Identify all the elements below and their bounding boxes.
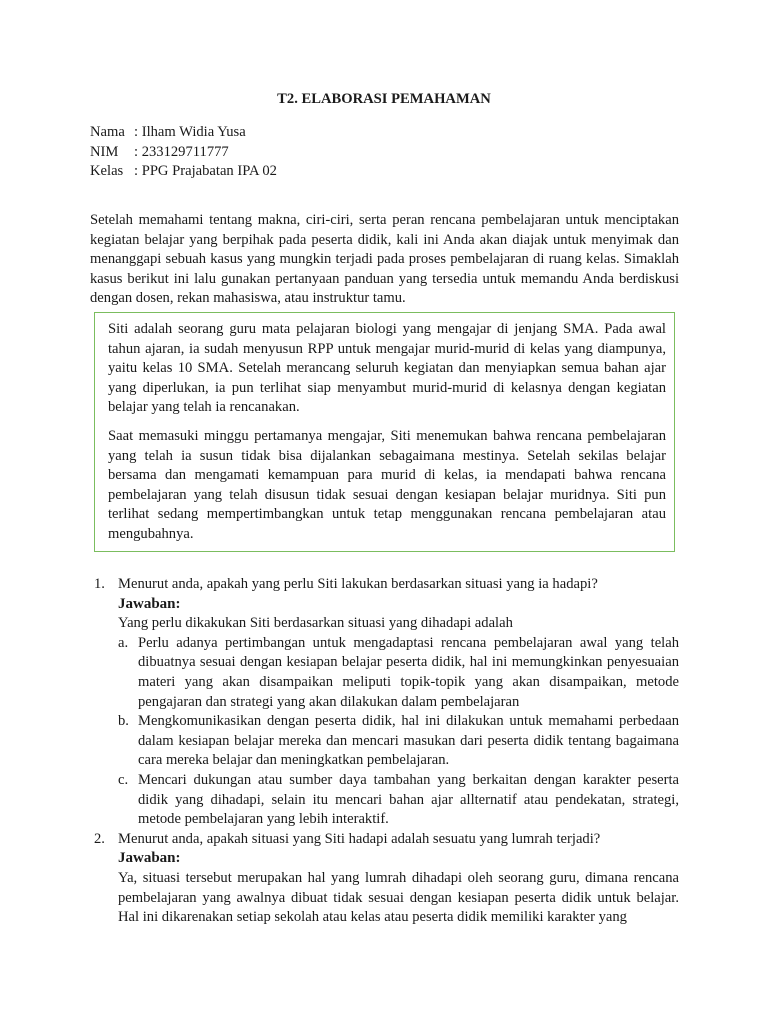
answer-label: Jawaban: xyxy=(118,595,181,612)
question-number: 2. xyxy=(94,830,105,847)
identity-row-class xyxy=(90,162,277,182)
question-list xyxy=(0,575,768,928)
case-study-box xyxy=(94,312,675,552)
question-item-2 xyxy=(0,830,679,928)
identity-value: : 233129711777 xyxy=(134,143,229,160)
question-text: Menurut anda, apakah situasi yang Siti hadapi adalah sesuatu yang lumrah terjadi? xyxy=(118,830,601,847)
option-text: Mengkomunikasikan dengan peserta didik, hal ini dilakukan untuk memahami perbedaan dalam kesiapan belajar mereka dan mencari masukan dari peserta didik tentang bagaimana cara mereka belajar dan meningkatkan pembelajaran. xyxy=(138,713,679,769)
option-letter: c. xyxy=(118,771,129,788)
identity-block xyxy=(90,123,277,182)
identity-value: : PPG Prajabatan IPA 02 xyxy=(134,163,277,180)
identity-label: NIM xyxy=(90,143,119,160)
intro-paragraph: Setelah memahami tentang makna, ciri-ciri, serta peran rencana pembelajaran untuk menciptakan kegiatan belajar yang berpihak pada peserta didik, kali ini Anda akan diajak untuk menyimak dan menanggapi sebuah kasus yang mungkin terjadi pada proses pembelajaran di ruang kelas. Simaklah kasus berikut ini lalu gunakan pertanyaan panduan yang tersedia untuk memandu Anda berdiskusi dengan dosen, rekan mahasiswa, atau instruktur tamu. xyxy=(90,212,679,307)
case-paragraph: Saat memasuki minggu pertamanya mengajar, Siti menemukan bahwa rencana pembelajaran yang telah ia susun tidak bisa dijalankan sebagaimana mestinya. Setelah sekilas belajar bersama dan mengamati kemampuan para murid di kelas, ia mendapati bahwa rencana pembelajaran yang telah disusun tidak sesuai dengan kesiapan belajar muridnya. Siti pun terlihat sedang mempertimbangkan untuk tetap menggunakan rencana pembelajaran atau mengubahnya. xyxy=(108,427,666,542)
document-title: T2. ELABORASI PEMAHAMAN xyxy=(277,91,491,107)
identity-label: Nama xyxy=(90,124,125,140)
question-text: Menurut anda, apakah yang perlu Siti lakukan berdasarkan situasi yang ia hadapi? xyxy=(118,576,598,592)
answer-label: Jawaban: xyxy=(118,850,181,867)
question-number: 1. xyxy=(94,576,105,592)
identity-row-nim xyxy=(90,143,277,163)
option-letter: a. xyxy=(118,634,129,651)
case-paragraph: Siti adalah seorang guru mata pelajaran biologi yang mengajar di jenjang SMA. Pada awal tahun ajaran, ia sudah menyusun RPP untuk mengajar murid-murid di kelas yang diampunya, yaitu kelas 10 SMA. Setelah merancang seluruh kegiatan dan menyiapkan semua bahan ajar yang diperlukan, ia pun terlihat siap menyambut murid-murid di kelasnya dengan kegiatan belajar yang telah ia rencanakan. xyxy=(108,321,666,416)
identity-value: : Ilham Widia Yusa xyxy=(134,124,246,140)
option-text: Perlu adanya pertimbangan untuk mengadaptasi rencana pembelajaran awal yang telah dibuatnya sesuai dengan kesiapan belajar peserta didik, hal ini memungkinkan penyesuaian materi yang akan disampaikan meliputi topik-topik yang akan disampaikan, metode pengajaran dan strategi yang akan dilakukan dalam pembelajaran xyxy=(138,634,679,710)
option-text: Mencari dukungan atau sumber daya tambahan yang berkaitan dengan karakter peserta didik yang dihadapi, selain itu mencari bahan ajar allternatif atau pendekatan, strategi, metode pembelajaran yang lebih interaktif. xyxy=(138,771,679,828)
question-item-1 xyxy=(0,575,679,830)
answer-option-b xyxy=(118,712,679,771)
identity-label: Kelas xyxy=(90,163,124,180)
answer-lead: Yang perlu dikakukan Siti berdasarkan situasi yang dihadapi adalah xyxy=(118,615,513,632)
answer-option-c xyxy=(118,771,679,830)
option-letter: b. xyxy=(118,713,129,730)
identity-row-name xyxy=(90,123,277,143)
answer-lead: Ya, situasi tersebut merupakan hal yang lumrah dihadapi oleh seorang guru, dimana rencana pembelajaran yang awalnya dibuat tidak sesuai dengan kesiapan peserta didik untuk belajar. Hal ini dikarenakan setiap sekolah atau kelas atau peserta didik memiliki karakter yang xyxy=(118,869,679,926)
answer-option-a xyxy=(118,634,679,712)
